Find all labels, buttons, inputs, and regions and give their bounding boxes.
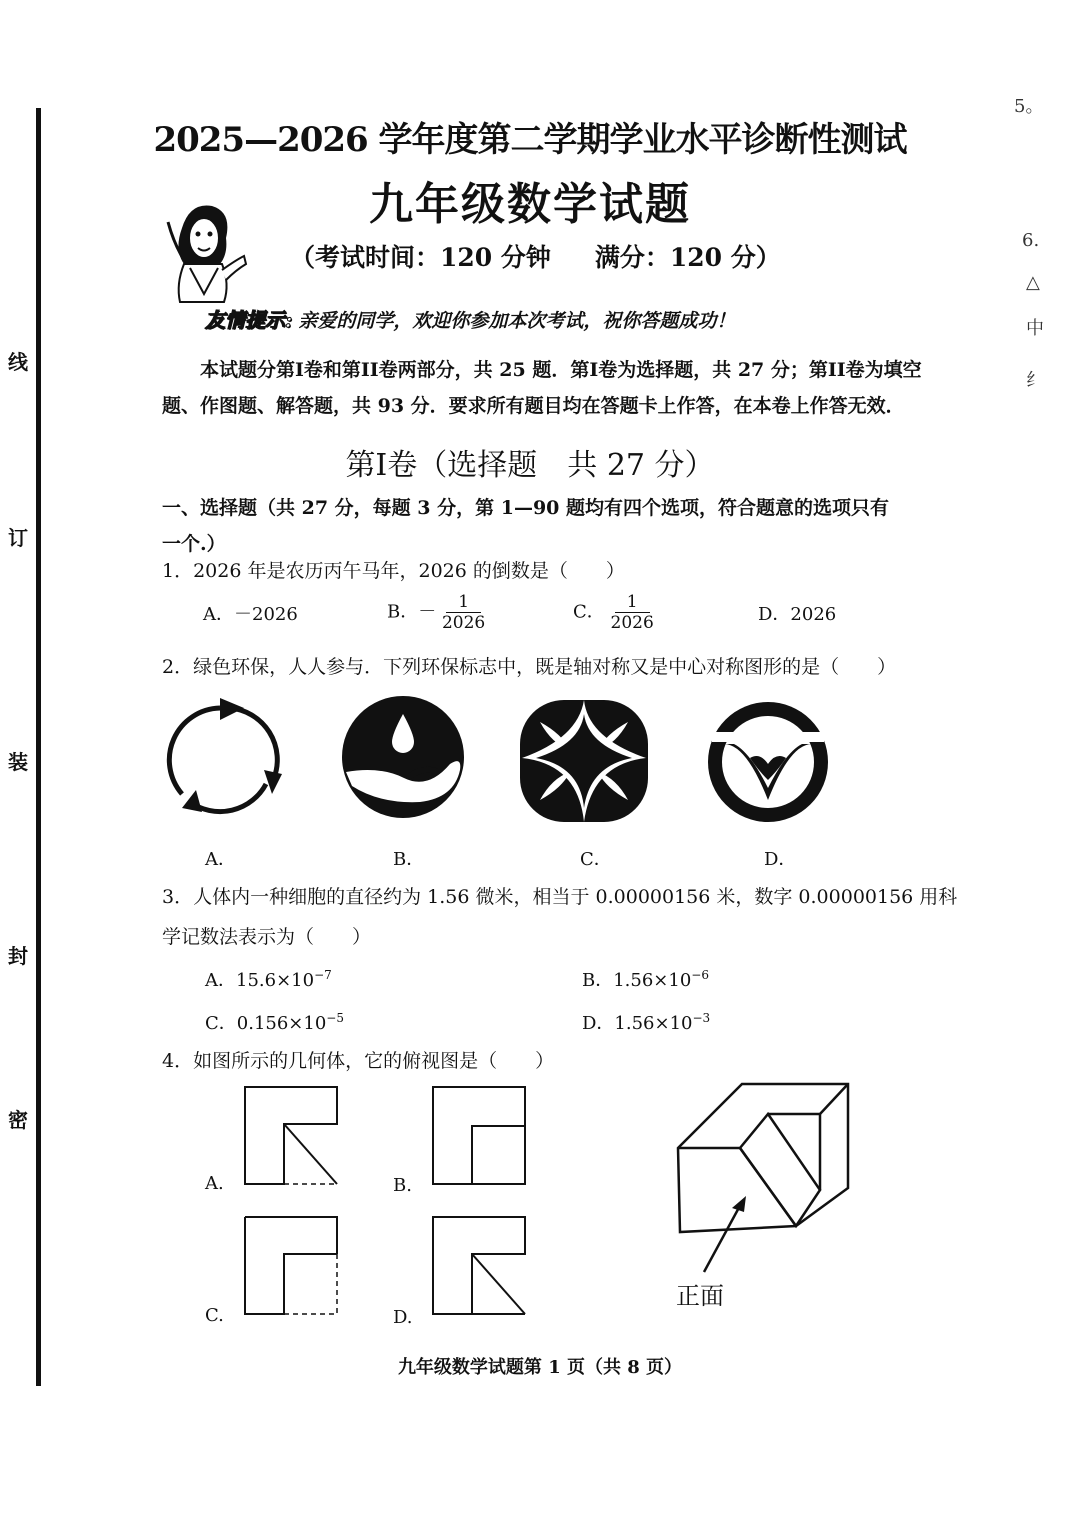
edge-fragment: 6. [1022,230,1040,251]
binding-char-ding: 订 [8,526,28,550]
front-view-label: 正面 [676,1282,724,1310]
binding-char-xian: 线 [8,350,28,374]
full-marks: 满分：120 分） [594,243,781,272]
instructions [162,352,922,424]
numerator: 1 [615,592,650,613]
q1-option-b [387,592,485,633]
q4-option-c-label: C. [205,1305,224,1326]
exam-time: （考试时间：120 分钟 [290,243,551,272]
q3-option-d-base: D．1.56×10 [582,1013,693,1034]
binding-char-zhuang: 装 [8,750,28,774]
q3-option-c [205,1009,344,1035]
q4-option-b-label: B. [393,1175,412,1196]
geometric-solid-figure [670,1076,860,1276]
friendly-tip [205,304,735,333]
exponent: −5 [326,1011,344,1025]
mascot-illustration [160,198,250,306]
exam-title: 2025—2026 学年度第二学期学业水平诊断性测试 [153,120,907,160]
exam-subject-title: 九年级数学试题 [369,179,691,230]
denominator: 2026 [610,613,654,633]
q3-option-b-base: B．1.56×10 [582,970,692,991]
tip-text: 亲爱的同学，欢迎你参加本次考试，祝你答题成功！ [298,310,736,332]
q1-option-c [573,592,654,633]
edge-fragment: △ [1026,272,1040,293]
edge-fragment: 5。 [1014,96,1044,117]
question-4-stem: 4．如图所示的几何体，它的俯视图是（ ） [162,1050,555,1072]
q4-option-d-label: D. [393,1307,413,1328]
question-1-stem: 1．2026 年是农历丙午马年，2026 的倒数是（ ） [162,560,625,582]
part-heading [162,490,922,562]
exponent: −7 [314,968,332,982]
part-heading-line: 一、选择题（共 27 分，每题 3 分，第 1—90 题均有四个选项，符合题意的选项只有 [162,497,890,519]
four-leaf-symbol [518,698,650,824]
edge-fragment: 中 [1026,318,1044,339]
instructions-line: 本试题分第I卷和第II卷两部分，共 25 题．第I卷为选择题，共 27 分；第II卷为填空 [200,359,922,381]
q3-option-a [205,966,332,992]
denominator: 2026 [441,613,486,633]
q2-option-d-label: D． [764,849,797,870]
top-view-option-c [242,1214,342,1320]
exam-info [290,238,825,274]
binding-char-feng: 封 [8,944,28,968]
section-title: 第I卷（选择题 共 27 分） [345,448,715,483]
q3-option-b [582,966,709,992]
minus-sign: － [418,601,437,623]
exponent: −6 [691,968,709,982]
top-view-option-a [242,1084,342,1190]
q1-option-a: A．－2026 [203,604,298,625]
question-3-stem-cont: 学记数法表示为（ ） [162,926,372,948]
instructions-line: 题、作图题、解答题，共 93 分．要求所有题目均在答题卡上作答，在本卷上作答无效． [162,395,905,417]
q1-option-d: D．2026 [758,604,837,625]
q3-option-d [582,1009,710,1035]
exponent: −3 [692,1011,711,1025]
q1-option-c-label: C． [573,601,605,623]
fraction [611,592,654,633]
q1-option-b-label: B． [387,601,419,623]
numerator: 1 [446,592,481,613]
edge-fragment: 纟 [1026,370,1044,391]
top-view-option-d [430,1214,534,1320]
recycle-arrows-symbol [160,694,290,824]
q2-option-c-label: C． [580,849,612,870]
q3-option-a-base: A．15.6×10 [205,970,315,991]
question-2-stem: 2．绿色环保，人人参与．下列环保标志中，既是轴对称又是中心对称图形的是（ ） [162,656,897,678]
tip-label: 友情提示: [205,308,293,332]
binding-line [36,108,41,1386]
part-heading-line: 一个.） [162,533,226,555]
binding-char-mi: 密 [8,1108,28,1132]
q2-option-b-label: B． [393,849,425,870]
water-drop-symbol [340,694,466,820]
q4-option-a-label: A. [205,1173,224,1194]
q3-option-c-base: C．0.156×10 [205,1013,327,1034]
question-3-stem: 3．人体内一种细胞的直径约为 1.56 微米，相当于 0.00000156 米，数字 0.00000156 用科 [162,886,958,908]
page-footer: 九年级数学试题第 1 页（共 8 页） [397,1357,683,1378]
q2-option-a-label: A． [205,849,236,870]
shield-symbol [706,700,830,824]
top-view-option-b [430,1084,530,1190]
fraction [442,592,485,633]
